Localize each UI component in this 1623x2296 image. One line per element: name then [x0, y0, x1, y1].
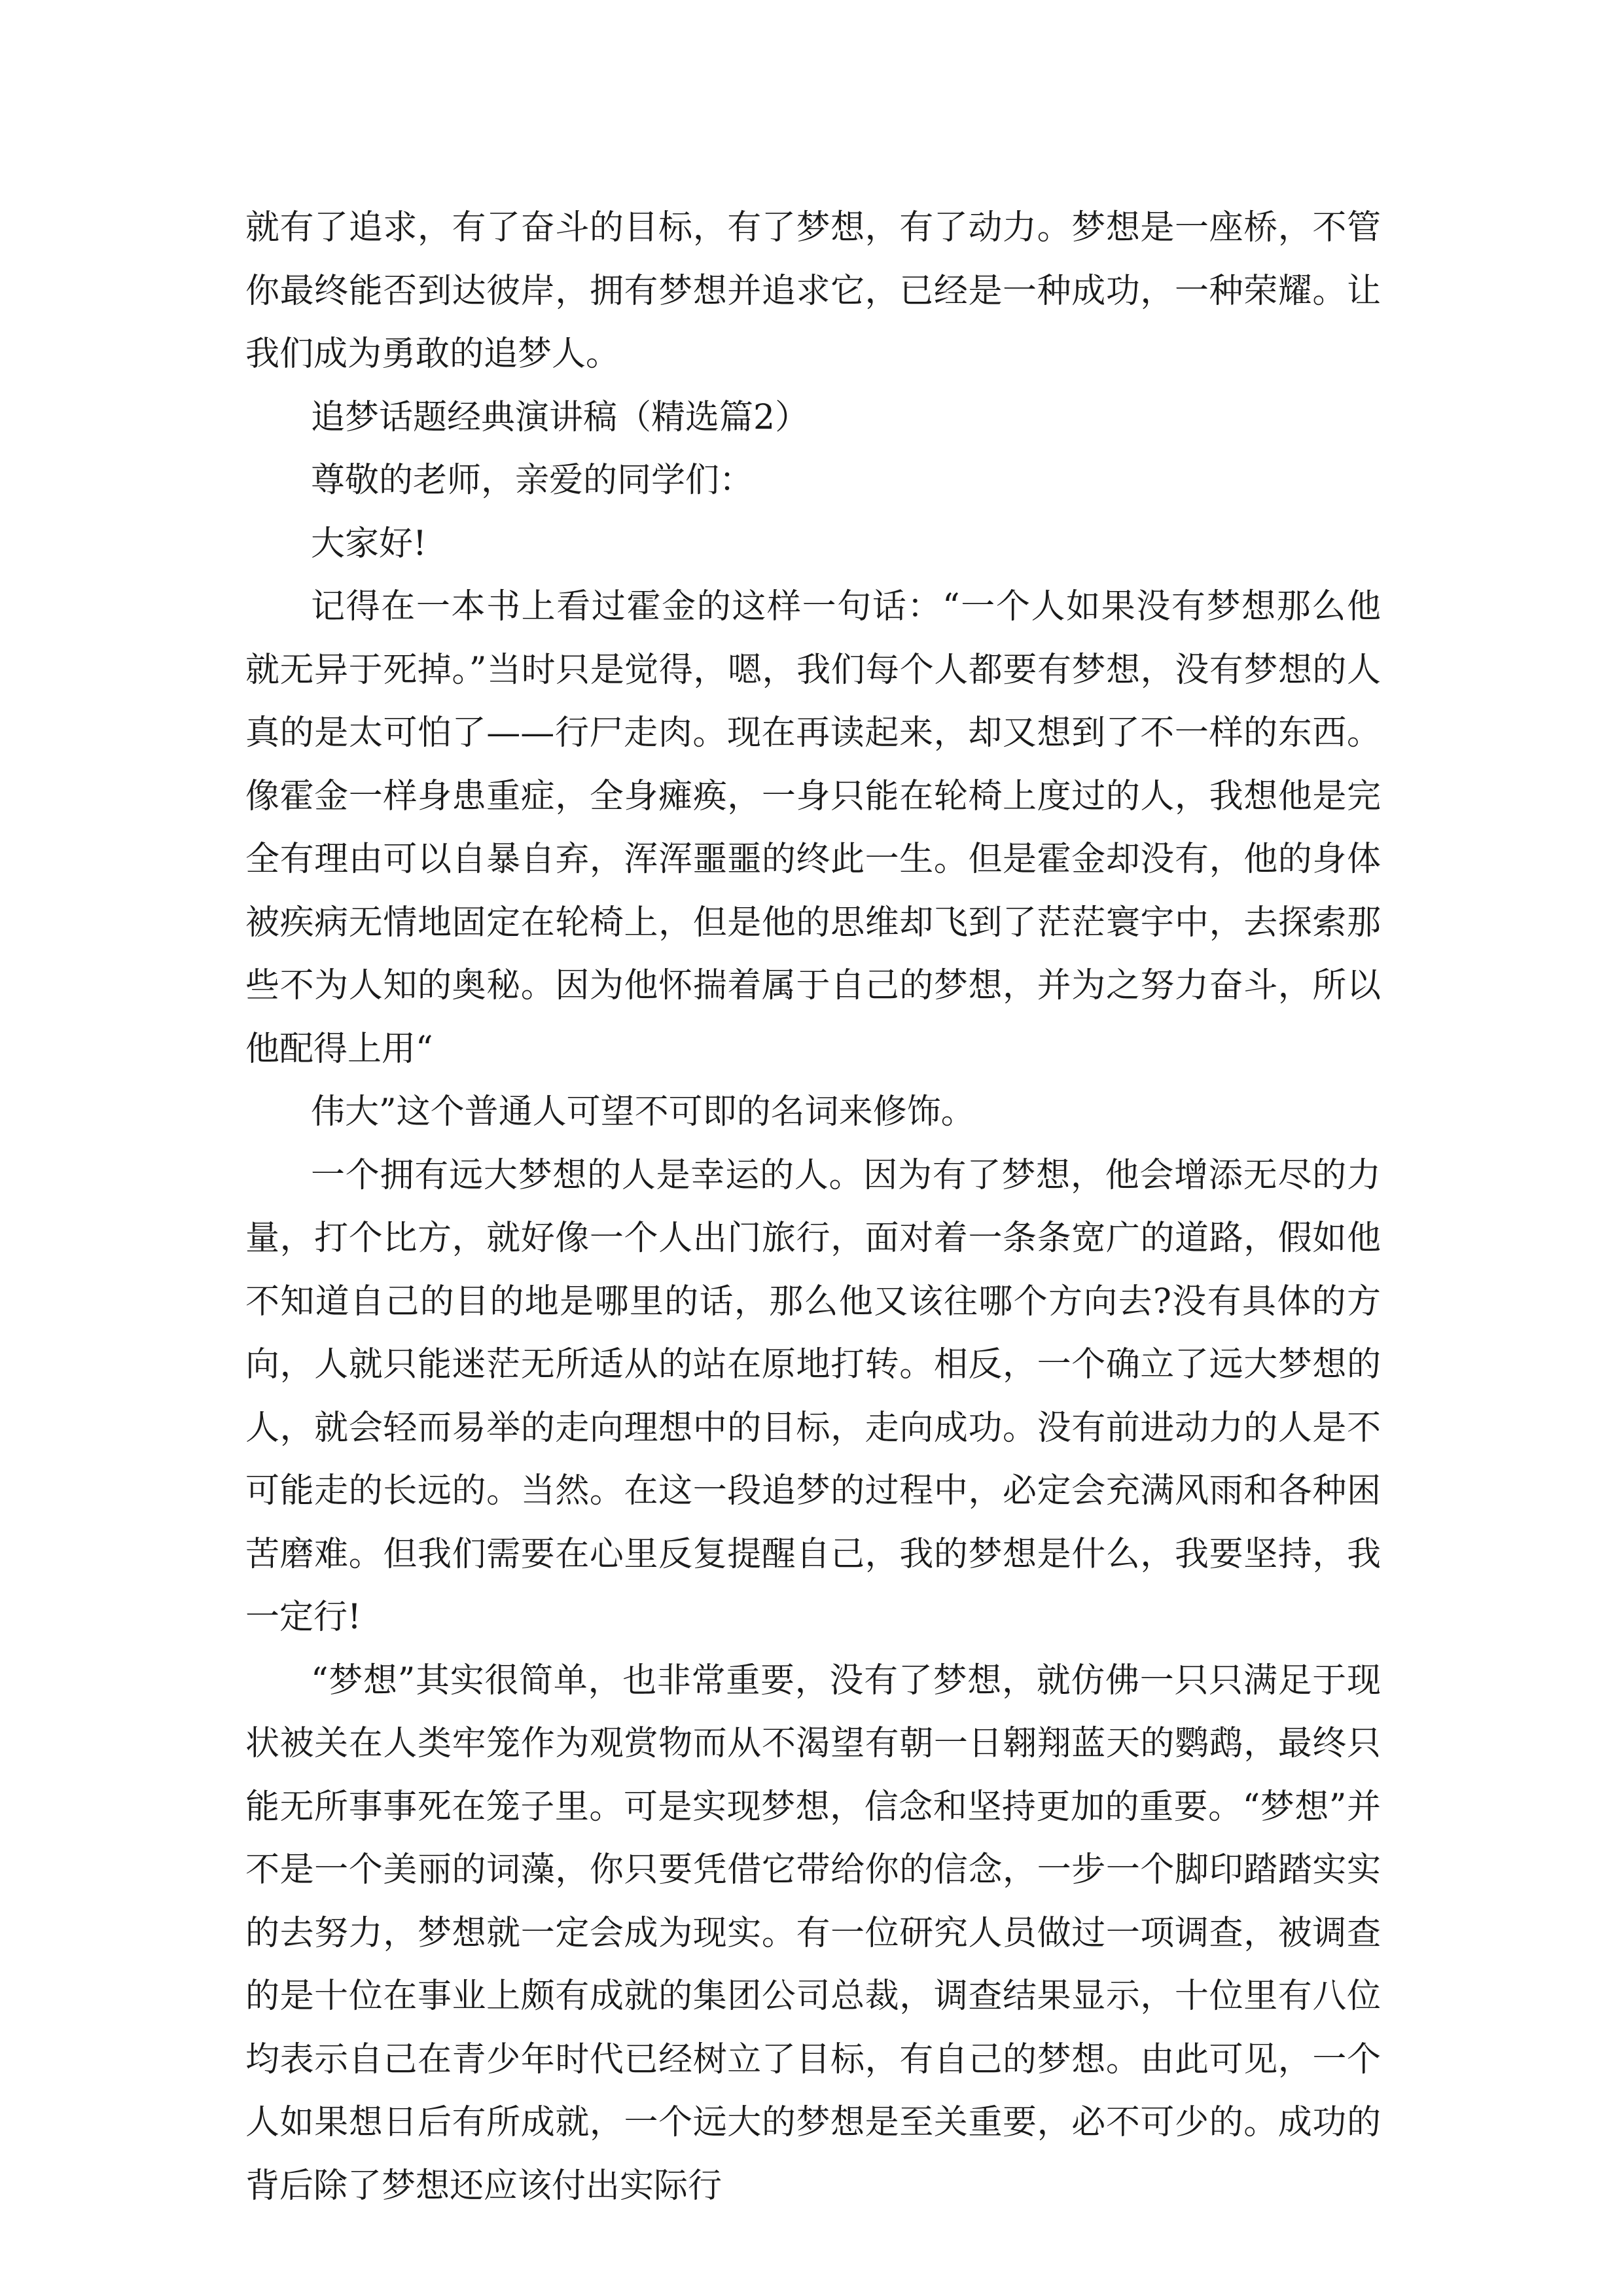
greeting: 大家好! — [311, 524, 427, 564]
speech-title: 追梦话题经典演讲稿（精选篇2） — [311, 397, 810, 437]
paragraph-lucky-dreamer: 一个拥有远大梦想的人是幸运的人。因为有了梦想，他会增添无尽的力量，打个比方，就好像一个人出门旅行，面对着一条条宽广的道路，假如他不知道自己的目的地是哪里的话，那么他又该往哪个方向去?没有具体的方向，人就只能迷茫无所适从的站在原地打转。相反，一个确立了远大梦想的人，就会轻而易举的走向理想中的目标，走向成功。没有前进动力的人是不可能走的长远的。当然。在这一段追梦的过程中，必定会充满风雨和各种困苦磨难。但我们需要在心里反复提醒自己，我的梦想是什么，我要坚持，我一定行! — [245, 1155, 1381, 1637]
body-text — [245, 196, 1381, 2217]
paragraph-great: 伟大”这个普通人可望不可即的名词来修饰。 — [311, 1092, 975, 1132]
salutation: 尊敬的老师，亲爱的同学们： — [311, 461, 754, 500]
paragraph-hawking: 记得在一本书上看过霍金的这样一句话：“一个人如果没有梦想那么他就无异于死掉。”当时只是觉得，嗯，我们每个人都要有梦想，没有梦想的人真的是太可怕了——行尸走肉。现在再读起来，却又想到了不一样的东西。像霍金一样身患重症，全身瘫痪，一身只能在轮椅上度过的人，我想他是完全有理由可以自暴自弃，浑浑噩噩的终此一生。但是霍金却没有，他的身体被疾病无情地固定在轮椅上，但是他的思维却飞到了茫茫寰宇中，去探索那些不为人知的奥秘。因为他怀揣着属于自己的梦想，并为之努力奋斗，所以他配得上用“ — [245, 587, 1381, 1069]
paragraph-continuation: 就有了追求，有了奋斗的目标，有了梦想，有了动力。梦想是一座桥，不管你最终能否到达彼岸，拥有梦想并追求它，已经是一种成功，一种荣耀。让我们成为勇敢的追梦人。 — [245, 208, 1381, 374]
paragraph-dream-simple: “梦想”其实很简单，也非常重要，没有了梦想，就仿佛一只只满足于现状被关在人类牢笼作为观赏物而从不渴望有朝一日翱翔蓝天的鹦鹉，最终只能无所事事死在笼子里。可是实现梦想，信念和坚持更加的重要。“梦想”并不是一个美丽的词藻，你只要凭借它带给你的信念，一步一个脚印踏踏实实的去努力，梦想就一定会成为现实。有一位研究人员做过一项调查，被调查的是十位在事业上颇有成就的集团公司总裁，调查结果显示，十位里有八位均表示自己在青少年时代已经树立了目标，有自己的梦想。由此可见，一个人如果想日后有所成就，一个远大的梦想是至关重要，必不可少的。成功的背后除了梦想还应该付出实际行 — [245, 1660, 1381, 2206]
